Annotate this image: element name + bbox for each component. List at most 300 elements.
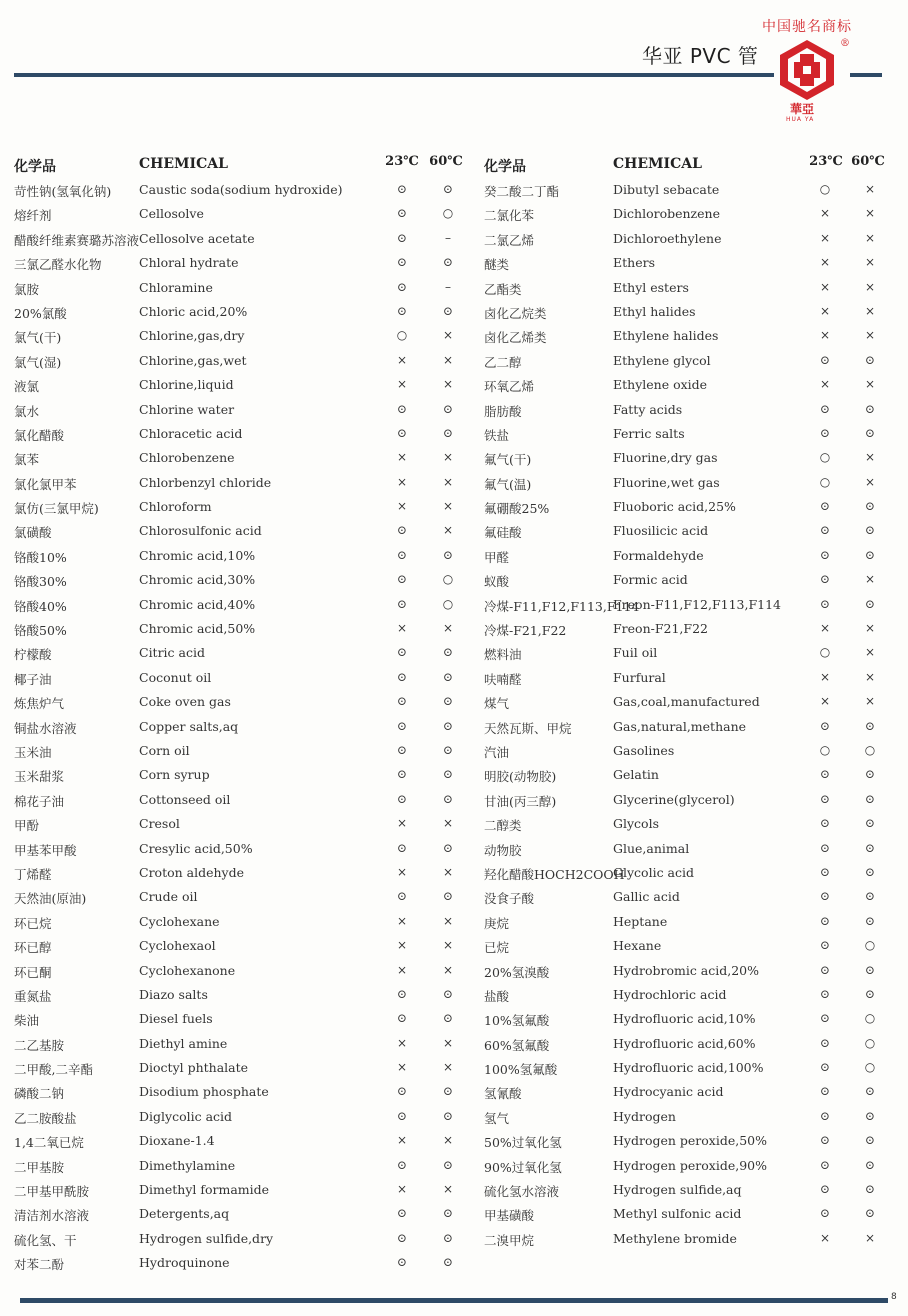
chemical-name-cn: 呋喃醛: [484, 671, 522, 687]
rating-60c: ⊙: [442, 255, 454, 270]
table-row: [484, 544, 894, 568]
rating-23c: ⊙: [819, 767, 831, 782]
table-row: [14, 1007, 474, 1031]
chemical-name-en: Gasolines: [613, 742, 675, 758]
rating-60c: –: [445, 230, 451, 245]
rating-60c: ⊙: [864, 352, 876, 367]
table-row: [14, 373, 474, 397]
chemical-name-en: Ethers: [613, 255, 655, 271]
chemical-name-cn: 乙二胺酸盐: [14, 1110, 77, 1126]
chemical-name-cn: 50%过氧化氢: [484, 1135, 562, 1151]
left-table-body: [14, 178, 474, 1276]
rating-23c: ⊙: [396, 694, 408, 709]
rating-60c: ×: [864, 474, 876, 489]
chemical-name-cn: 冷煤-F21,F22: [484, 623, 567, 639]
rating-60c: ×: [442, 913, 454, 928]
table-row: [484, 276, 894, 300]
rating-23c: ⊙: [396, 1108, 408, 1123]
chemical-name-cn: 硫化氢、干: [14, 1232, 77, 1248]
rating-23c: ⊙: [819, 596, 831, 611]
chemical-name-en: Ethylene glycol: [613, 352, 711, 368]
table-row: [14, 202, 474, 226]
rating-23c: ⊙: [819, 864, 831, 879]
chemical-name-en: Cellosolve: [139, 206, 204, 222]
rating-23c: ⊙: [819, 352, 831, 367]
rating-23c: ⊙: [396, 596, 408, 611]
rating-60c: ⊙: [442, 182, 454, 196]
trademark-label: 中国驰名商标: [762, 19, 852, 35]
rating-60c: ⊙: [864, 499, 876, 514]
rating-23c: ×: [396, 1133, 408, 1148]
table-row: [484, 959, 894, 983]
chemical-name-en: Coconut oil: [139, 669, 212, 685]
table-row: [484, 568, 894, 592]
logo-subtext: HUA YA: [786, 116, 815, 123]
rating-60c: ⊙: [442, 889, 454, 904]
chemical-name-en: Chromic acid,40%: [139, 596, 256, 612]
table-row: [14, 519, 474, 543]
rating-23c: ⊙: [819, 499, 831, 514]
table-row: [484, 178, 894, 202]
table-row: [484, 324, 894, 348]
table-row: [484, 519, 894, 543]
chemical-name-cn: 三氯乙醛水化物: [14, 257, 102, 273]
table-row: [14, 641, 474, 665]
rating-60c: ○: [864, 1035, 876, 1050]
chemical-name-en: Corn oil: [139, 742, 190, 758]
rating-23c: ⊙: [396, 645, 408, 660]
chemical-name-cn: 醋酸纤维素赛璐苏溶液: [14, 232, 140, 248]
table-row: [14, 788, 474, 812]
rating-60c: ⊙: [442, 986, 454, 1001]
rating-60c: ×: [864, 572, 876, 587]
chemical-name-cn: 庚烷: [484, 915, 510, 931]
rating-60c: ×: [442, 1060, 454, 1075]
rating-23c: ○: [819, 450, 831, 465]
table-row: [14, 1178, 474, 1202]
rating-60c: ⊙: [864, 596, 876, 611]
chemical-name-en: Glycolic acid: [613, 864, 694, 880]
chemical-name-cn: 煤气: [484, 696, 510, 712]
chemical-name-en: Gallic acid: [613, 889, 680, 905]
table-row: [14, 544, 474, 568]
rating-23c: ⊙: [396, 303, 408, 318]
chemical-name-cn: 10%氢氟酸: [484, 1013, 550, 1029]
chemical-name-en: Copper salts,aq: [139, 718, 239, 734]
chemical-name-en: Gelatin: [613, 767, 659, 783]
chemical-name-en: Fatty acids: [613, 401, 683, 417]
rating-23c: ○: [396, 328, 408, 343]
rating-23c: ×: [819, 328, 831, 343]
chemical-name-cn: 乙二醇: [484, 354, 522, 370]
chemical-name-cn: 卤化乙烷类: [484, 305, 547, 321]
table-row: [14, 910, 474, 934]
chemical-name-cn: 天然瓦斯、甲烷: [484, 720, 572, 736]
chemical-name-cn: 棉花子油: [14, 793, 65, 809]
column-header-23c: 23℃: [809, 154, 843, 169]
chemical-name-en: Detergents,aq: [139, 1206, 230, 1222]
table-row: [484, 373, 894, 397]
chemical-name-cn: 蚁酸: [484, 574, 510, 590]
chemical-name-en: Chloroform: [139, 499, 212, 515]
chemical-name-en: Cottonseed oil: [139, 791, 231, 807]
chemical-name-cn: 20%氢溴酸: [484, 964, 550, 980]
chemical-name-en: Chloral hydrate: [139, 255, 239, 271]
rating-60c: ⊙: [864, 401, 876, 416]
rating-23c: ⊙: [819, 986, 831, 1001]
rating-23c: ⊙: [396, 1157, 408, 1172]
chemical-name-cn: 乙酯类: [484, 281, 522, 297]
chemical-name-en: Coke oven gas: [139, 694, 231, 710]
rating-60c: ○: [442, 596, 454, 611]
chemical-name-cn: 冷煤-F11,F12,F113,F114: [484, 598, 640, 614]
chemical-name-cn: 甲基磺酸: [484, 1208, 535, 1224]
rating-60c: ⊙: [442, 645, 454, 660]
chemical-name-en: Heptane: [613, 913, 668, 929]
rating-60c: ×: [864, 303, 876, 318]
chemical-name-en: Furfural: [613, 669, 666, 685]
table-row: [14, 276, 474, 300]
rating-23c: ×: [396, 962, 408, 977]
chemical-name-en: Chlorine,gas,wet: [139, 352, 247, 368]
rating-23c: ⊙: [396, 182, 408, 196]
chemical-name-cn: 90%过氧化氢: [484, 1159, 562, 1175]
chemical-name-cn: 二溴甲烷: [484, 1232, 535, 1248]
rating-23c: ⊙: [819, 523, 831, 538]
table-row: [14, 666, 474, 690]
table-row: [14, 471, 474, 495]
chemical-name-cn: 燃料油: [484, 647, 522, 663]
rating-23c: ⊙: [819, 401, 831, 416]
chemical-name-en: Disodium phosphate: [139, 1084, 269, 1100]
rating-60c: ×: [864, 450, 876, 465]
chemical-name-en: Formic acid: [613, 572, 688, 588]
rating-23c: ×: [819, 230, 831, 245]
chemical-name-cn: 铬酸50%: [14, 623, 67, 639]
rating-60c: ⊙: [442, 791, 454, 806]
rating-23c: ⊙: [819, 1011, 831, 1026]
chemical-name-cn: 甲基苯甲酸: [14, 842, 77, 858]
rating-23c: ⊙: [396, 1084, 408, 1099]
rating-23c: ×: [819, 1230, 831, 1245]
column-header-23c: 23℃: [385, 154, 419, 169]
brand-title: 华亚 PVC 管: [642, 44, 759, 68]
rating-23c: ⊙: [396, 1011, 408, 1026]
chemical-name-cn: 甘油(丙三醇): [484, 793, 557, 809]
rating-23c: ○: [819, 742, 831, 757]
right-table-body: [484, 178, 894, 1251]
header-rule: [14, 73, 774, 77]
rating-60c: ⊙: [442, 1108, 454, 1123]
chemical-name-cn: 铬酸40%: [14, 598, 67, 614]
rating-60c: ⊙: [442, 1255, 454, 1270]
chemical-name-cn: 甲酚: [14, 818, 40, 834]
chemical-name-cn: 氟硼酸25%: [484, 501, 550, 517]
chemical-name-en: Hydrogen peroxide,90%: [613, 1157, 767, 1173]
chemical-name-cn: 二氯乙烯: [484, 232, 535, 248]
rating-23c: ⊙: [396, 767, 408, 782]
rating-23c: ⊙: [819, 1182, 831, 1197]
chemical-name-en: Hydrocyanic acid: [613, 1084, 724, 1100]
table-row: [14, 251, 474, 275]
table-row: [484, 739, 894, 763]
rating-23c: ⊙: [819, 1108, 831, 1123]
chemical-name-en: Chloramine: [139, 279, 213, 295]
rating-23c: ⊙: [819, 938, 831, 953]
rating-23c: ⊙: [396, 718, 408, 733]
table-row: [484, 349, 894, 373]
chemical-name-cn: 氟气(干): [484, 452, 532, 468]
header-rule-right: [850, 73, 882, 77]
table-row: [14, 1105, 474, 1129]
rating-60c: ×: [442, 864, 454, 879]
rating-23c: ×: [819, 621, 831, 636]
chemical-name-en: Freon-F21,F22: [613, 621, 708, 637]
table-row: [14, 983, 474, 1007]
table-row: [484, 812, 894, 836]
table-row: [484, 788, 894, 812]
table-row: [484, 983, 894, 1007]
chemical-name-en: Hydrofluoric acid,60%: [613, 1035, 756, 1051]
rating-60c: ×: [864, 279, 876, 294]
table-row: [14, 1154, 474, 1178]
chemical-name-cn: 脂肪酸: [484, 403, 522, 419]
table-row: [14, 227, 474, 251]
chemical-name-en: Chlorine,liquid: [139, 377, 234, 393]
table-row: [14, 1129, 474, 1153]
rating-23c: ×: [396, 816, 408, 831]
rating-23c: ⊙: [396, 1230, 408, 1245]
chemical-name-cn: 环已酮: [14, 964, 52, 980]
table-row: [484, 910, 894, 934]
rating-60c: ⊙: [442, 547, 454, 562]
rating-23c: ×: [396, 938, 408, 953]
rating-60c: ○: [864, 742, 876, 757]
chemical-name-en: Croton aldehyde: [139, 864, 244, 880]
page-header: [0, 0, 908, 130]
rating-23c: ⊙: [819, 1060, 831, 1075]
rating-23c: ×: [396, 377, 408, 392]
chemical-name-en: Caustic soda(sodium hydroxide): [139, 182, 343, 197]
rating-23c: ⊙: [819, 1133, 831, 1148]
chemical-name-cn: 氟气(温): [484, 476, 532, 492]
rating-23c: ⊙: [819, 1206, 831, 1221]
rating-60c: ⊙: [864, 1206, 876, 1221]
chemical-name-en: Chlorobenzene: [139, 450, 235, 466]
rating-60c: ×: [864, 1230, 876, 1245]
table-row: [484, 1178, 894, 1202]
chemical-name-en: Dioxane-1.4: [139, 1133, 215, 1149]
table-row: [484, 1080, 894, 1104]
chemical-name-cn: 熔纤剂: [14, 208, 52, 224]
rating-23c: ⊙: [396, 1255, 408, 1270]
rating-23c: ○: [819, 182, 831, 196]
rating-23c: ⊙: [396, 669, 408, 684]
chemical-name-cn: 铬酸10%: [14, 549, 67, 565]
table-row: [484, 422, 894, 446]
rating-23c: ⊙: [819, 962, 831, 977]
rating-60c: ⊙: [442, 742, 454, 757]
rating-60c: ×: [864, 255, 876, 270]
chemical-name-cn: 氟硅酸: [484, 525, 522, 541]
chemical-name-en: Ethylene oxide: [613, 377, 708, 393]
rating-23c: ⊙: [396, 986, 408, 1001]
chemical-name-en: Citric acid: [139, 645, 205, 661]
chemical-name-cn: 二甲基胺: [14, 1159, 65, 1175]
chemical-name-cn: 盐酸: [484, 988, 510, 1004]
table-row: [484, 1007, 894, 1031]
rating-60c: ⊙: [442, 669, 454, 684]
rating-23c: ×: [396, 499, 408, 514]
chemical-name-en: Fluoboric acid,25%: [613, 499, 736, 515]
rating-23c: ⊙: [396, 230, 408, 245]
column-header-en: CHEMICAL: [613, 156, 702, 172]
rating-60c: ×: [442, 962, 454, 977]
chemical-name-en: Chloric acid,20%: [139, 303, 248, 319]
rating-23c: ○: [819, 645, 831, 660]
table-row: [484, 593, 894, 617]
table-row: [484, 1105, 894, 1129]
rating-23c: ⊙: [396, 255, 408, 270]
table-row: [14, 349, 474, 373]
table-row: [484, 861, 894, 885]
rating-23c: ⊙: [396, 889, 408, 904]
chemical-name-en: Dichloroethylene: [613, 230, 722, 246]
rating-23c: ×: [396, 474, 408, 489]
rating-60c: ×: [442, 938, 454, 953]
chemical-name-en: Cresylic acid,50%: [139, 840, 253, 856]
table-row: [14, 885, 474, 909]
chemical-name-en: Fluosilicic acid: [613, 523, 709, 539]
rating-60c: ×: [864, 182, 876, 196]
rating-60c: ⊙: [864, 864, 876, 879]
table-row: [14, 812, 474, 836]
table-row: [14, 1080, 474, 1104]
table-row: [14, 959, 474, 983]
rating-60c: ⊙: [864, 889, 876, 904]
rating-60c: ×: [864, 645, 876, 660]
rating-60c: ×: [442, 352, 454, 367]
rating-60c: ⊙: [864, 718, 876, 733]
chemical-name-cn: 苛性钠(氢氧化钠): [14, 184, 112, 199]
rating-23c: ⊙: [819, 840, 831, 855]
chemical-name-en: Chlorosulfonic acid: [139, 523, 262, 539]
rating-23c: ⊙: [396, 206, 408, 221]
rating-60c: ⊙: [864, 840, 876, 855]
chemical-name-cn: 1,4二氧已烷: [14, 1135, 84, 1151]
chemical-name-cn: 二氯化苯: [484, 208, 535, 224]
chemical-name-cn: 卤化乙烯类: [484, 330, 547, 346]
rating-23c: ⊙: [819, 1084, 831, 1099]
table-row: [14, 300, 474, 324]
rating-23c: ⊙: [396, 279, 408, 294]
registered-mark: ®: [840, 38, 850, 49]
rating-60c: ○: [864, 938, 876, 953]
chemical-name-en: Dibutyl sebacate: [613, 182, 720, 197]
rating-23c: ⊙: [396, 572, 408, 587]
chemical-name-cn: 液氯: [14, 379, 40, 395]
chemical-name-en: Crude oil: [139, 889, 198, 905]
left-table: [14, 150, 474, 1276]
table-row: [484, 446, 894, 470]
rating-60c: ×: [864, 377, 876, 392]
rating-60c: ○: [864, 1060, 876, 1075]
rating-60c: ×: [442, 1182, 454, 1197]
rating-60c: ⊙: [864, 1133, 876, 1148]
table-header-row: [14, 150, 474, 178]
table-row: [14, 178, 474, 202]
table-row: [484, 227, 894, 251]
column-header-en: CHEMICAL: [139, 156, 228, 172]
rating-60c: ×: [864, 230, 876, 245]
chemical-name-cn: 铬酸30%: [14, 574, 67, 590]
column-header-cn: 化学品: [484, 159, 526, 175]
chemical-name-en: Cellosolve acetate: [139, 230, 255, 246]
rating-60c: ×: [442, 328, 454, 343]
chemical-name-cn: 氯水: [14, 403, 40, 419]
chemical-name-en: Hydrofluoric acid,10%: [613, 1011, 756, 1027]
chemical-name-en: Freon-F11,F12,F113,F114: [613, 596, 781, 612]
chemical-name-en: Cyclohexaol: [139, 938, 216, 954]
rating-23c: ⊙: [819, 1035, 831, 1050]
chemical-name-en: Chlorine water: [139, 401, 235, 417]
rating-60c: ○: [442, 206, 454, 221]
column-header-60c: 60℃: [429, 154, 463, 169]
table-row: [14, 568, 474, 592]
table-row: [484, 763, 894, 787]
rating-60c: ×: [442, 377, 454, 392]
chemical-name-cn: 二乙基胺: [14, 1037, 65, 1053]
rating-23c: ×: [819, 377, 831, 392]
rating-23c: ⊙: [396, 742, 408, 757]
rating-60c: ○: [864, 1011, 876, 1026]
rating-23c: ⊙: [396, 547, 408, 562]
column-header-60c: 60℃: [851, 154, 885, 169]
rating-23c: ×: [396, 352, 408, 367]
chemical-name-cn: 磷酸二钠: [14, 1086, 65, 1102]
rating-60c: ×: [442, 523, 454, 538]
column-header-cn: 化学品: [14, 159, 56, 175]
rating-60c: ⊙: [864, 962, 876, 977]
chemical-name-cn: 氢氰酸: [484, 1086, 522, 1102]
chemical-name-cn: 柠檬酸: [14, 647, 52, 663]
chemical-name-en: Cyclohexanone: [139, 962, 236, 978]
chemical-name-cn: 玉米甜浆: [14, 769, 65, 785]
chemical-name-en: Glycerine(glycerol): [613, 791, 735, 807]
chemical-name-cn: 60%氢氟酸: [484, 1037, 550, 1053]
chemical-name-cn: 氯胺: [14, 281, 40, 297]
table-row: [484, 666, 894, 690]
rating-23c: ×: [396, 864, 408, 879]
table-row: [484, 251, 894, 275]
table-row: [484, 1202, 894, 1226]
table-row: [484, 495, 894, 519]
chemical-name-en: Methylene bromide: [613, 1230, 737, 1246]
rating-60c: ⊙: [864, 791, 876, 806]
chemical-name-cn: 甲醛: [484, 549, 510, 565]
chemical-name-en: Cresol: [139, 816, 180, 832]
rating-60c: ⊙: [864, 816, 876, 831]
table-row: [484, 1154, 894, 1178]
table-row: [484, 837, 894, 861]
table-row: [14, 1056, 474, 1080]
rating-60c: ⊙: [864, 1108, 876, 1123]
chemical-name-cn: 氯气(干): [14, 330, 62, 346]
chemical-name-en: Methyl sulfonic acid: [613, 1206, 742, 1222]
chemical-name-cn: 环已烷: [14, 915, 52, 931]
chemical-name-cn: 氯化醋酸: [14, 427, 65, 443]
rating-23c: ×: [819, 279, 831, 294]
